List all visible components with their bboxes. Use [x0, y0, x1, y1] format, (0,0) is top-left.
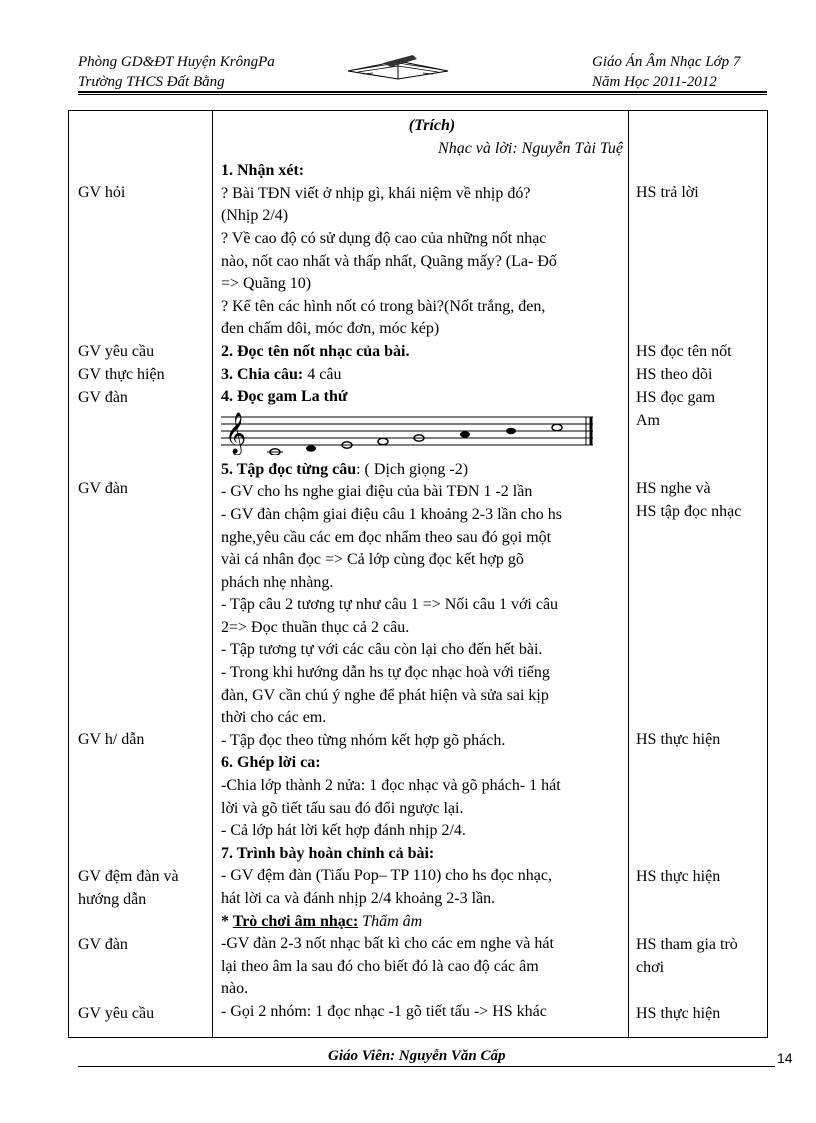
page-number: 14	[777, 1050, 793, 1066]
note-b	[306, 445, 316, 451]
student-activity: HS trả lời	[636, 184, 699, 201]
student-activity: HS thực hiện	[636, 1005, 721, 1022]
lesson-table	[68, 110, 768, 1038]
content-line: phách nhẹ nhàng.	[221, 573, 334, 591]
content-line: vài cá nhân đọc => Cả lớp cùng đọc kết hợp gõ	[221, 551, 524, 569]
student-activity: HS thực hiện	[636, 868, 721, 885]
song-author: Nhạc và lời: Nguyễn Tài Tuệ	[438, 139, 623, 157]
student-activity: HS tập đọc nhạc	[636, 503, 742, 520]
header-rule	[78, 91, 767, 93]
section-title: 7. Trình bày hoàn chỉnh cả bài:	[221, 844, 435, 862]
section-title: Trò chơi âm nhạc:	[232, 912, 359, 930]
content-line: ? Về cao độ có sử dụng độ cao của những nốt nhạc	[221, 229, 547, 247]
content-line: đàn, GV cần chú ý nghe để phát hiện và sửa sai kịp	[221, 686, 549, 704]
content-line: ? Bài TĐN viết ở nhịp gì, khái niệm về nhịp đó?	[221, 184, 531, 202]
lesson-content	[221, 115, 623, 1024]
content-line: -Chia lớp thành 2 nửa: 1 đọc nhạc và gõ phách- 1 hát	[221, 777, 561, 795]
section-title: 3. Chia câu:	[221, 365, 304, 383]
student-activity: HS tham gia trò	[636, 936, 738, 953]
content-line: - Tập đọc theo từng nhóm kết hợp gõ phách.	[221, 731, 506, 749]
school-name: Trường THCS Đất Bằng	[78, 74, 225, 90]
content-line: -GV đàn 2-3 nốt nhạc bất kì cho các em nghe và hát	[221, 935, 554, 953]
note-g	[506, 428, 516, 434]
content-line: lại theo âm la sau đó cho biết đó là cao độ các âm	[221, 957, 539, 975]
header-left	[78, 52, 275, 92]
content-line: (Nhịp 2/4)	[221, 207, 289, 225]
content-line: hát lời ca và đánh nhịp 2/4 khoảng 2-3 lần.	[221, 890, 496, 907]
school-year: Năm Học 2011-2012	[592, 74, 717, 90]
student-activity: HS đọc gam	[636, 389, 716, 406]
department-name: Phòng GD&ĐT Huyện KrôngPa	[78, 54, 275, 70]
teacher-activity: GV đàn	[78, 480, 128, 497]
content-line	[221, 459, 623, 482]
content-line: - Trong khi hướng dẫn hs tự đọc nhạc hoà với tiếng	[221, 664, 550, 682]
footer-teacher-name: Giáo Viên: Nguyễn Văn Cấp	[328, 1048, 506, 1064]
scale-notes	[267, 424, 562, 455]
content-line: - Gọi 2 nhóm: 1 đọc nhạc -1 gõ tiết tấu -> HS khác	[221, 1002, 547, 1020]
student-activity: HS theo dõi	[636, 366, 713, 383]
student-activity: Am	[636, 412, 660, 429]
section-title: 4. Đọc gam La thứ	[221, 388, 348, 406]
teacher-activity: GV đàn	[78, 936, 128, 953]
section-title: 6. Ghép lời ca:	[221, 754, 321, 772]
section-text: : ( Dịch giọng -2)	[356, 460, 469, 478]
content-line: 2=> Đọc thuần thục cả 2 câu.	[221, 618, 410, 636]
content-line: thời cho các em.	[221, 709, 327, 727]
student-activity: HS thực hiện	[636, 731, 721, 748]
bullet-star: *	[221, 912, 233, 930]
student-activity: HS đọc tên nốt	[636, 343, 732, 360]
note-f	[460, 431, 470, 437]
a-minor-scale-staff	[221, 411, 601, 455]
teacher-activity: GV đệm đàn và	[78, 868, 179, 885]
footer-rule	[78, 1066, 775, 1067]
content-line: ? Kể tên các hình nốt có trong bài?(Nốt trắng, đen,	[221, 297, 546, 315]
teacher-activity: GV yêu cầu	[78, 343, 155, 360]
teacher-activity: GV hỏi	[78, 184, 126, 201]
column-divider	[628, 111, 629, 1037]
section-title: 2. Đọc tên nốt nhạc của bài.	[221, 342, 410, 360]
teacher-activity: GV thực hiện	[78, 366, 165, 383]
header-rule-thin	[78, 94, 767, 95]
content-line: nghe,yêu cầu các em đọc nhẩm theo sau đó gọi một	[221, 528, 552, 546]
content-line: - Cả lớp hát lời kết hợp đánh nhịp 2/4.	[221, 822, 466, 840]
note-d	[378, 438, 388, 444]
content-line: => Quãng 10)	[221, 275, 312, 293]
open-book-logo-icon	[343, 53, 453, 83]
content-line	[221, 911, 623, 934]
header-right	[592, 52, 740, 92]
content-line: nào, nốt cao nhất và thấp nhất, Quãng mấy? (La- Đố	[221, 252, 557, 270]
content-line: lời và gõ tiết tấu sau đó đổi ngược lại.	[221, 799, 464, 817]
content-line: - Tập câu 2 tương tự như câu 1 => Nối câu 1 với câu	[221, 596, 559, 614]
content-line: đen chấm dôi, móc đơn, móc kép)	[221, 320, 440, 338]
subject-title: Giáo Án Âm Nhạc Lớp 7	[592, 54, 741, 70]
teacher-activity: GV đàn	[78, 389, 128, 406]
section-title: 5. Tập đọc từng câu	[221, 460, 357, 478]
content-line: nào.	[221, 980, 249, 998]
note-a-high	[552, 424, 562, 430]
teacher-activity: GV h/ dẫn	[78, 731, 145, 748]
excerpt-label: (Trích)	[408, 117, 456, 134]
section-text: 4 câu	[303, 365, 342, 383]
section-title: 1. Nhận xét:	[221, 162, 305, 180]
teacher-activity: GV yêu cầu	[78, 1005, 155, 1022]
treble-clef-icon: 𝄞	[225, 412, 247, 454]
student-activity: chơi	[636, 959, 665, 976]
content-line: - GV đệm đàn (Tiấu Pop– TP 110) cho hs đọc nhạc,	[221, 867, 552, 885]
content-line: - Tập tương tự với các câu còn lại cho đến hết bài.	[221, 641, 543, 659]
content-line	[221, 364, 623, 387]
teacher-activity: hướng dẫn	[78, 891, 147, 908]
content-line: - GV đàn chậm giai điệu câu 1 khoảng 2-3 lần cho hs	[221, 505, 562, 523]
student-activity: HS nghe và	[636, 480, 711, 497]
game-name: Thẩm âm	[358, 912, 423, 930]
content-line: - GV cho hs nghe giai điệu của bài TĐN 1 -2 lần	[221, 483, 533, 501]
